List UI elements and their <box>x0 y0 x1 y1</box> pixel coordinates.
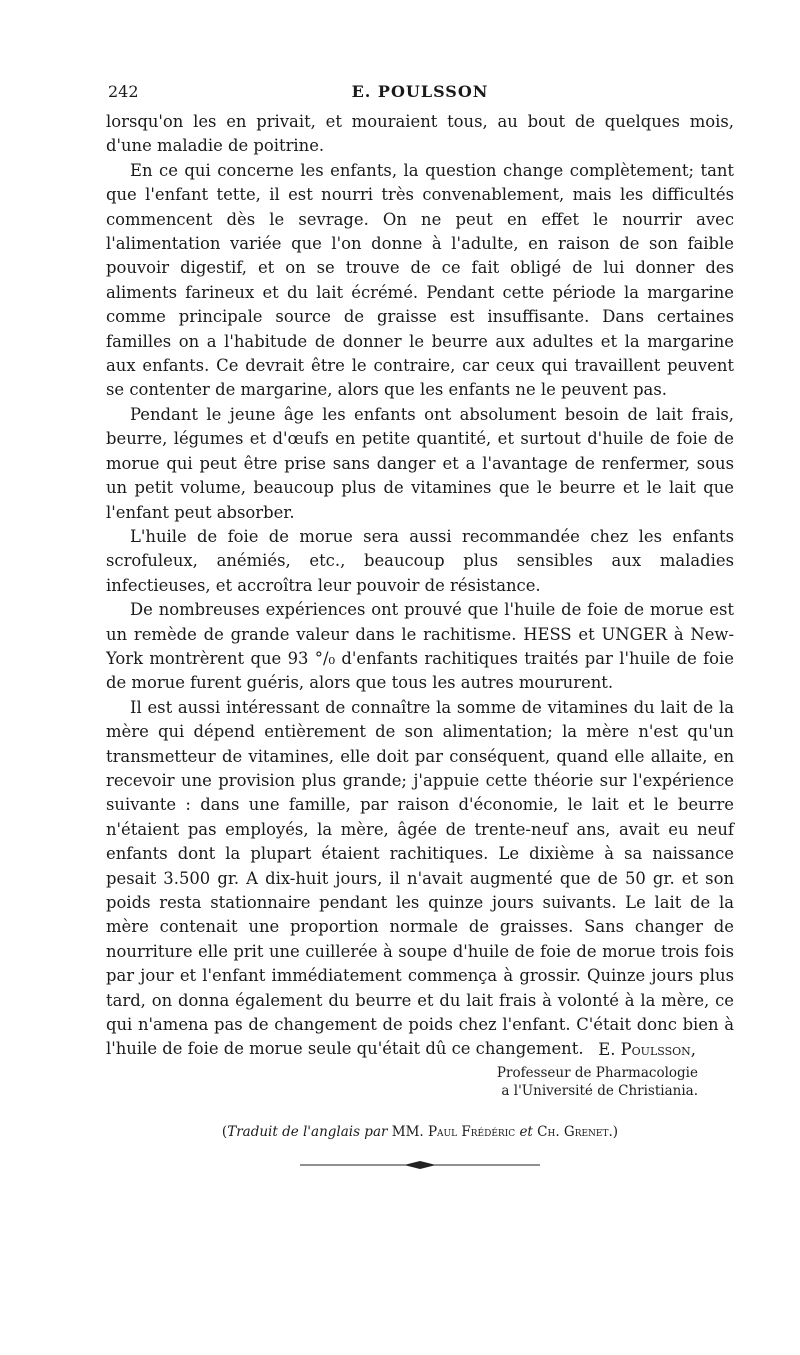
paragraph: L'huile de foie de morue sera aussi recommandée chez les enfants scrofuleux, anémiés, etc., beaucoup plus sensibles aux maladies infectieuses, et accroîtra leur pouvoir de résistance. <box>106 526 734 595</box>
page <box>106 82 734 1168</box>
paragraph: En ce qui concerne les enfants, la question change complètement; tant que l'enfant tette, il est nourri très convenablement, mais les difficultés commencent dès le sevrage. On ne peut en effet le nourrir avec l'alimentation variée que l'on donne à l'adulte, en raison de son faible pouvoir digestif, et on se trouve de ce fait obligé de lui donner des aliments farineux et du lait écrémé. Pendant cette période la margarine comme principale source de graisse est insuffisante. Dans certaines familles on a l'habitude de donner le beurre aux adultes et la margarine aux enfants. Ce devrait être le contraire, car ceux qui travaillent peuvent se contenter de margarine, alors que les enfants ne le peuvent pas. <box>106 160 734 400</box>
page-number: 242 <box>108 82 139 101</box>
paragraph: lorsqu'on les en privait, et mouraient tous, au bout de quelques mois, d'une maladie de poitrine. <box>106 112 734 156</box>
translation-conjunction: et <box>519 1123 533 1140</box>
article-body <box>106 110 734 1062</box>
running-head: E. POULSSON <box>351 82 489 101</box>
affiliation-line: Professeur de Pharmacologie <box>496 1064 698 1081</box>
page-header <box>106 82 734 110</box>
author-affiliation <box>106 1064 734 1100</box>
affiliation-line: a l'Université de Christiania. <box>501 1082 698 1099</box>
translator-names: MM. Paul Frédéric <box>391 1123 516 1140</box>
translation-prefix: Traduit de l'anglais par <box>227 1123 388 1140</box>
paren-open: ( <box>221 1123 228 1140</box>
paragraph: Il est aussi intéressant de connaître la somme de vitamines du lait de la mère qui dépend entièrement de son alimentation; la mère n'est qu'un transmetteur de vitamines, elle doit par conséquent, quand elle allaite, en recevoir une provision plus grande; j'appuie cette théorie sur l'expérience suivante : dans une famille, par raison d'économie, le lait et le beurre n'étaient pas employés, la mère, âgée de trente-neuf ans, avait eu neuf enfants dont la plupart étaient rachitiques. Le dixième à sa naissance pesait 3.500 gr. A dix-huit jours, il n'avait augmenté que de 50 gr. et son poids resta stationnaire pendant les quinze jours suivants. Le lait de la mère contenait une proportion normale de graisses. Sans changer de nourriture elle prit une cuillerée à soupe d'huile de foie de morue trois fois par jour et l'enfant immédiatement commença à grossir. Quinze jours plus tard, on donna également du beurre et du lait frais à volonté à la mère, ce qui n'amena pas de changement de poids chez l'enfant. C'était donc bien à l'huile de foie de morue seule qu'était dû ce changement. <box>106 697 734 1059</box>
end-ornament <box>106 1156 734 1168</box>
author-signature: E. Poulsson, <box>598 1039 696 1059</box>
paragraph: De nombreuses expériences ont prouvé que l'huile de foie de morue est un remède de grande valeur dans le rachitisme. HESS et UNGER à New-York montrèrent que 93 °/₀ d'enfants rachitiques traités par l'huile de foie de morue furent guéris, alors que tous les autres moururent. <box>106 600 734 693</box>
translator-name-2: Ch. Grenet. <box>537 1123 613 1140</box>
translation-credit <box>106 1124 734 1140</box>
ornament-rule-icon <box>300 1159 540 1171</box>
paragraph: Pendant le jeune âge les enfants ont absolument besoin de lait frais, beurre, légumes et d'œufs en petite quantité, et surtout d'huile de foie de morue qui peut être prise sans danger et a l'avantage de renfermer, sous un petit volume, beaucoup plus de vitamines que le beurre et le lait que l'enfant peut absorber. <box>106 404 734 522</box>
signature <box>106 1038 734 1062</box>
paren-close: ) <box>612 1123 619 1140</box>
